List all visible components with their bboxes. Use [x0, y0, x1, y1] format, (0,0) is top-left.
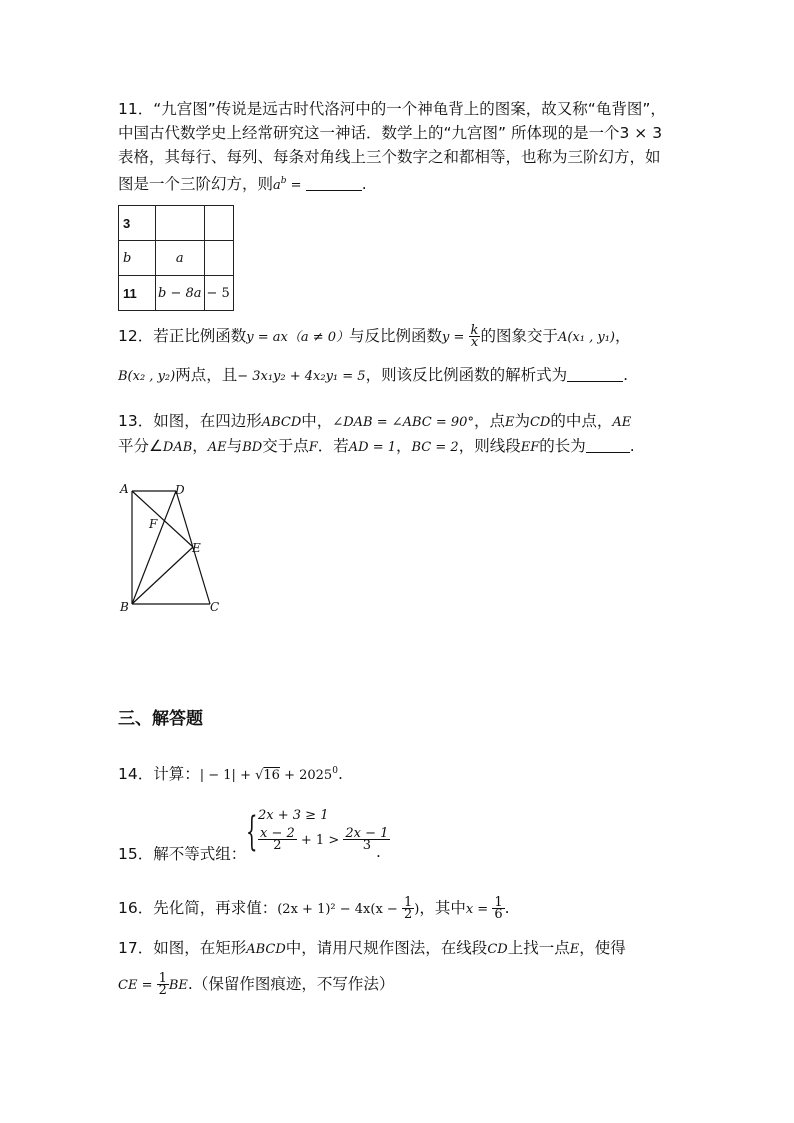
- q15-frac-2-num: 2x − 1: [345, 826, 389, 841]
- q13-math: BC = 2: [411, 440, 459, 455]
- q11-line-4: [118, 170, 367, 197]
- q17-text: ，使得: [579, 939, 626, 957]
- q14-plus: +: [235, 768, 256, 783]
- q15-mid: + 1 >: [296, 833, 344, 848]
- label-e: E: [192, 541, 201, 555]
- q13-text: ，则线段: [458, 437, 521, 455]
- q13-text: ．若: [317, 437, 349, 455]
- label-d: D: [175, 483, 185, 497]
- segment-be: [132, 547, 193, 604]
- q16-paren-right: ): [414, 902, 420, 917]
- q16-x-frac-den: 6: [494, 907, 503, 922]
- q13-math: F: [308, 440, 318, 455]
- q12-equation: − 3x₁y₂ + 4x₂y₁ = 5: [237, 369, 366, 384]
- table-cell: b: [119, 241, 156, 276]
- q12-condition: （a ≠ 0）: [287, 330, 350, 345]
- q12-line-2: [118, 364, 628, 388]
- q12-text-end: .: [623, 366, 629, 384]
- q17-line-1: [118, 937, 626, 961]
- q13-math: AE: [207, 440, 227, 455]
- q16-x-frac: [492, 897, 504, 920]
- q12-text-6: ，则该反比例函数的解析式为: [365, 366, 568, 384]
- table-cell: [204, 206, 233, 241]
- q15-frac-1-den: 2: [273, 838, 282, 853]
- table-row: [119, 276, 234, 311]
- table-cell: [156, 206, 205, 241]
- q17-frac: [157, 973, 169, 996]
- q16-text-end: .: [504, 899, 510, 917]
- section-title: 三、解答题: [118, 709, 203, 729]
- q11-math-eq: =: [286, 178, 306, 193]
- q11-answer-blank[interactable]: [306, 174, 362, 191]
- q11-line-4-text: 图是一个三阶幻方，则: [118, 175, 274, 193]
- q12-frac-num: k: [470, 323, 479, 338]
- q13-text: 13．如图，在四边形: [118, 412, 262, 430]
- q13-answer-blank[interactable]: [586, 436, 630, 453]
- q15-frac-1-num: x − 2: [260, 826, 295, 841]
- q13-math: DAB: [162, 440, 193, 455]
- q14-abs: | − 1|: [199, 768, 236, 783]
- q11-line-3: 表格，其每行、每列、每条对角线上三个数字之和都相等，也称为三阶幻方，如: [118, 148, 661, 166]
- q13-math: E: [504, 415, 515, 430]
- q17-frac-num: 1: [158, 971, 167, 986]
- q17-math: E: [569, 942, 580, 957]
- q17-text: 17．如图，在矩形: [118, 939, 247, 957]
- q17-note: .（保留作图痕迹，不写作法）: [187, 975, 395, 993]
- q12-text-4: ，: [614, 327, 631, 345]
- table-cell: [204, 241, 233, 276]
- q13-text: 的长为: [539, 437, 586, 455]
- q13-text: ，: [396, 437, 412, 455]
- q12-math-2: y =: [442, 330, 469, 345]
- q13-math: AD = 1: [348, 440, 396, 455]
- q13-text: ，: [192, 437, 208, 455]
- q15-line: [118, 843, 246, 865]
- q13-line-1: [118, 410, 631, 434]
- q12-text-1: 12．若正比例函数: [118, 327, 247, 345]
- q14-power-base: + 2025: [279, 768, 333, 783]
- q17-line-2: [118, 973, 394, 997]
- q13-math: ∠DAB = ∠ABC = 90°: [332, 415, 474, 430]
- q14-text-end: .: [337, 765, 343, 783]
- q16-frac-num: 1: [403, 895, 413, 910]
- table-cell: 3: [119, 206, 156, 241]
- q17-math: CD: [487, 942, 508, 957]
- q16-frac: [402, 897, 414, 920]
- q15-text: 15．解不等式组：: [118, 845, 247, 863]
- q11-math-base: a: [273, 178, 281, 193]
- quadrilateral-figure: [112, 478, 232, 618]
- q17-math: ABCD: [246, 942, 286, 957]
- q14-radicand: 16: [263, 768, 280, 783]
- q17-text: 中，请用尺规作图法，在线段: [285, 939, 488, 957]
- q12-line-1: [118, 325, 631, 349]
- q17-math-ce: CE =: [118, 978, 157, 993]
- q15-end: .: [376, 843, 381, 861]
- q11-math-exp: b: [280, 176, 287, 186]
- q15-brace: {: [246, 809, 258, 855]
- q13-math: CD: [529, 415, 551, 430]
- label-c: C: [210, 600, 220, 614]
- q16-frac-den: 2: [403, 907, 413, 922]
- q13-text: 的中点，: [550, 412, 613, 430]
- q11-line-1: 11．“九宫图”传说是远古时代洛河中的一个神龟背上的图案，故又称“龟背图”，: [118, 100, 666, 118]
- table-cell: a: [156, 241, 205, 276]
- q17-frac-den: 2: [158, 983, 167, 998]
- magic-square-table: [118, 205, 234, 311]
- table-cell: − 5: [204, 276, 233, 311]
- q17-text: 上找一点: [507, 939, 570, 957]
- table-row: [119, 206, 234, 241]
- label-b: B: [120, 600, 129, 614]
- q16-line: [118, 897, 510, 921]
- q16-x-eq: x =: [465, 902, 493, 917]
- q12-text-3: 的图象交于: [480, 327, 558, 345]
- q12-frac-den: x: [470, 335, 479, 350]
- table-cell: 11: [119, 276, 156, 311]
- q15-frac-1: [258, 828, 297, 851]
- q15-ineq-2: [258, 828, 390, 851]
- q16-text-mid: ，其中: [419, 899, 466, 917]
- q16-expr: (2x + 1)² − 4x: [277, 902, 371, 917]
- q14-power-exp: 0: [332, 766, 338, 776]
- segment-bd: [132, 491, 176, 604]
- q11-line-4-end: .: [361, 175, 367, 193]
- table-cell: b − 8a: [156, 276, 205, 311]
- q13-text: 中，: [301, 412, 333, 430]
- q15-ineq-1: 2x + 3 ≥ 1: [258, 808, 329, 823]
- q16-text: 16．先化简，再求值：: [118, 899, 278, 917]
- label-a: A: [120, 482, 129, 496]
- table-row: [119, 241, 234, 276]
- q12-text-5: 两点，且: [175, 366, 238, 384]
- q12-point-b: B(x₂ , y₂): [118, 369, 176, 384]
- q13-text: 平分∠: [118, 437, 163, 455]
- q13-text: 交于点: [262, 437, 309, 455]
- q13-text: 为: [514, 412, 530, 430]
- q15-frac-2-den: 3: [362, 838, 372, 853]
- q12-point-a: A(x₁ , y₁): [557, 330, 615, 345]
- q13-text: 与: [226, 437, 243, 455]
- q14-text: 14．计算：: [118, 765, 200, 783]
- q15-frac-2: [343, 828, 390, 851]
- q12-text-2: 与反比例函数: [349, 327, 443, 345]
- q13-text: ，点: [473, 412, 505, 430]
- label-f: F: [149, 517, 158, 531]
- q12-math-1: y = ax: [246, 330, 288, 345]
- q13-math: BD: [242, 440, 263, 455]
- q17-math-be: BE: [168, 978, 188, 993]
- q11-line-2: 中国古代数学史上经常研究这一神话．数学上的“九宫图” 所体现的是一个3 × 3: [118, 124, 663, 142]
- q13-math: ABCD: [261, 415, 302, 430]
- q13-text-end: .: [629, 437, 635, 455]
- q13-math: EF: [520, 440, 540, 455]
- q12-answer-blank[interactable]: [567, 365, 623, 382]
- q13-line-2: [118, 435, 635, 459]
- q16-paren-left: (x −: [370, 902, 402, 917]
- q16-x-frac-num: 1: [494, 895, 503, 910]
- q14-line: [118, 760, 343, 787]
- q13-math: AE: [612, 415, 632, 430]
- q12-fraction: [469, 325, 481, 348]
- q14-sqrt: √16: [255, 768, 280, 783]
